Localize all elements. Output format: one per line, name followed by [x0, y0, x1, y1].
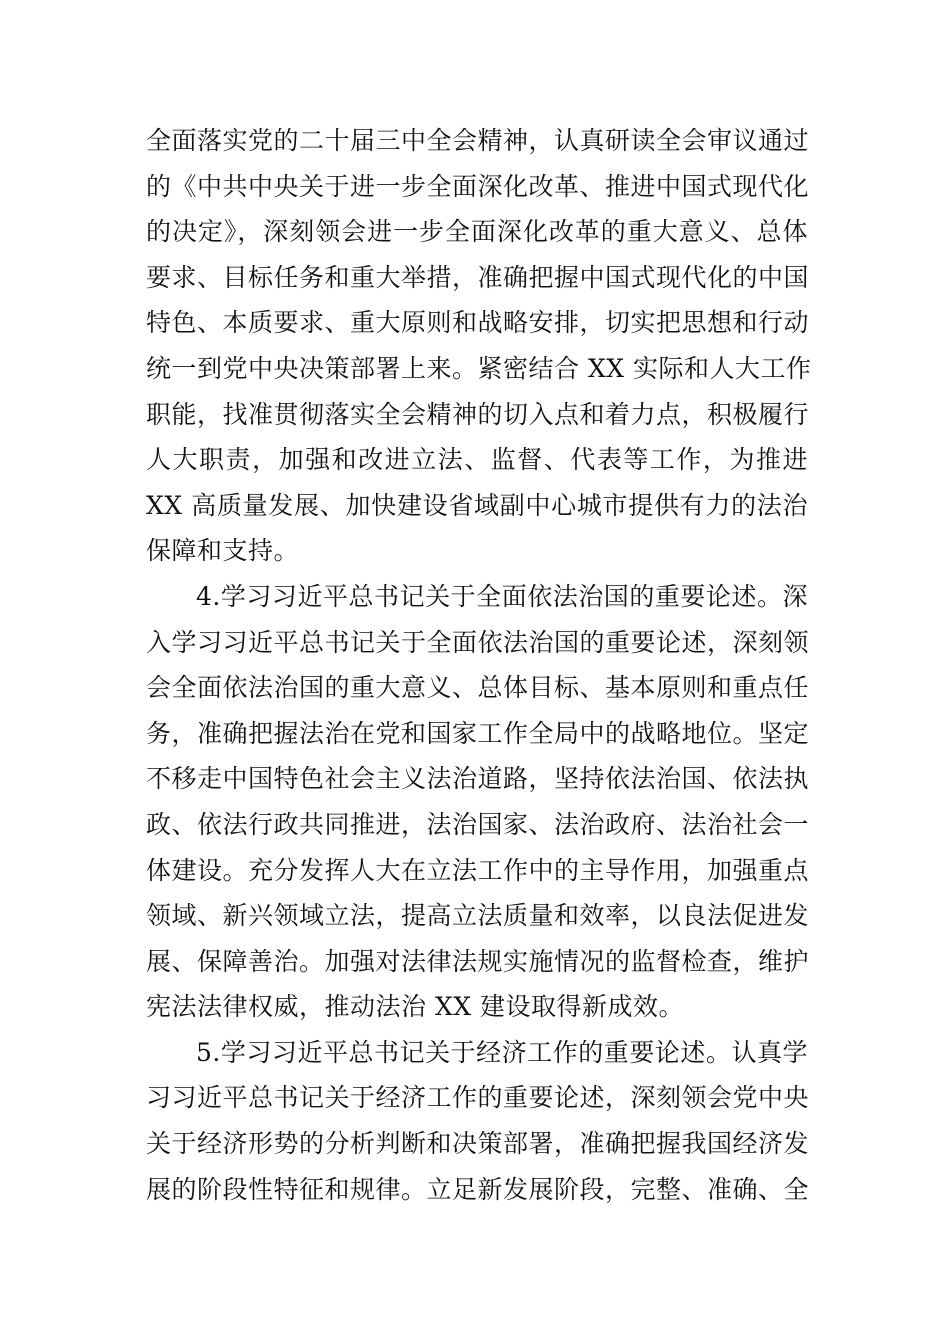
text-line: 习习近平总书记关于经济工作的重要论述，深刻领会党中央	[146, 1083, 810, 1113]
text-line: 的决定》，深刻领会进一步全面深化改革的重大意义、总体	[146, 217, 808, 247]
text-line: XX 高质量发展、加快建设省域副中心城市提供有力的法治	[146, 490, 808, 520]
text-line: 务，准确把握法治在党和国家工作全局中的战略地位。坚定	[146, 718, 810, 748]
text-line: 展、保障善治。加强对法律法规实施情况的监督检查，维护	[146, 946, 810, 976]
text-line: 的《中共中央关于进一步全面深化改革、推进中国式现代化	[146, 171, 810, 201]
paragraph-heading-line: 4.学习习近平总书记关于全面依法治国的重要论述。深	[196, 581, 808, 611]
text-line: 职能，找准贯彻落实全会精神的切入点和着力点，积极履行	[146, 399, 810, 429]
text-line: 保障和支持。	[146, 536, 300, 566]
document-body	[146, 118, 812, 1212]
text-line: 不移走中国特色社会主义法治道路，坚持依法治国、依法执	[146, 764, 810, 794]
text-line: 人大职责，加强和改进立法、监督、代表等工作，为推进	[146, 445, 808, 475]
text-line: 体建设。充分发挥人大在立法工作中的主导作用，加强重点	[146, 855, 810, 885]
text-line: 特色、本质要求、重大原则和战略安排，切实把思想和行动	[146, 308, 810, 338]
paragraph	[146, 574, 808, 1030]
text-line: 宪法法律权威，推动法治 XX 建设取得新成效。	[146, 992, 684, 1022]
text-line: 关于经济形势的分析判断和决策部署，准确把握我国经济发	[146, 1129, 810, 1159]
paragraph	[146, 118, 812, 574]
paragraph	[146, 1030, 808, 1212]
text-line: 展的阶段性特征和规律。立足新发展阶段，完整、准确、全	[146, 1174, 810, 1204]
text-line: 领域、新兴领域立法，提高立法质量和效率，以良法促进发	[146, 901, 810, 931]
text-line: 政、依法行政共同推进，法治国家、法治政府、法治社会一	[146, 809, 810, 839]
paragraph-heading-line: 5.学习习近平总书记关于经济工作的重要论述。认真学	[196, 1037, 808, 1067]
text-line: 会全面依法治国的重大意义、总体目标、基本原则和重点任	[146, 673, 810, 703]
text-line: 统一到党中央决策部署上来。紧密结合 XX 实际和人大工作	[146, 353, 812, 383]
text-line: 入学习习近平总书记关于全面依法治国的重要论述，深刻领	[146, 627, 810, 657]
text-line: 要求、目标任务和重大举措，准确把握中国式现代化的中国	[146, 262, 810, 292]
text-line: 全面落实党的二十届三中全会精神，认真研读全会审议通过	[146, 126, 810, 155]
